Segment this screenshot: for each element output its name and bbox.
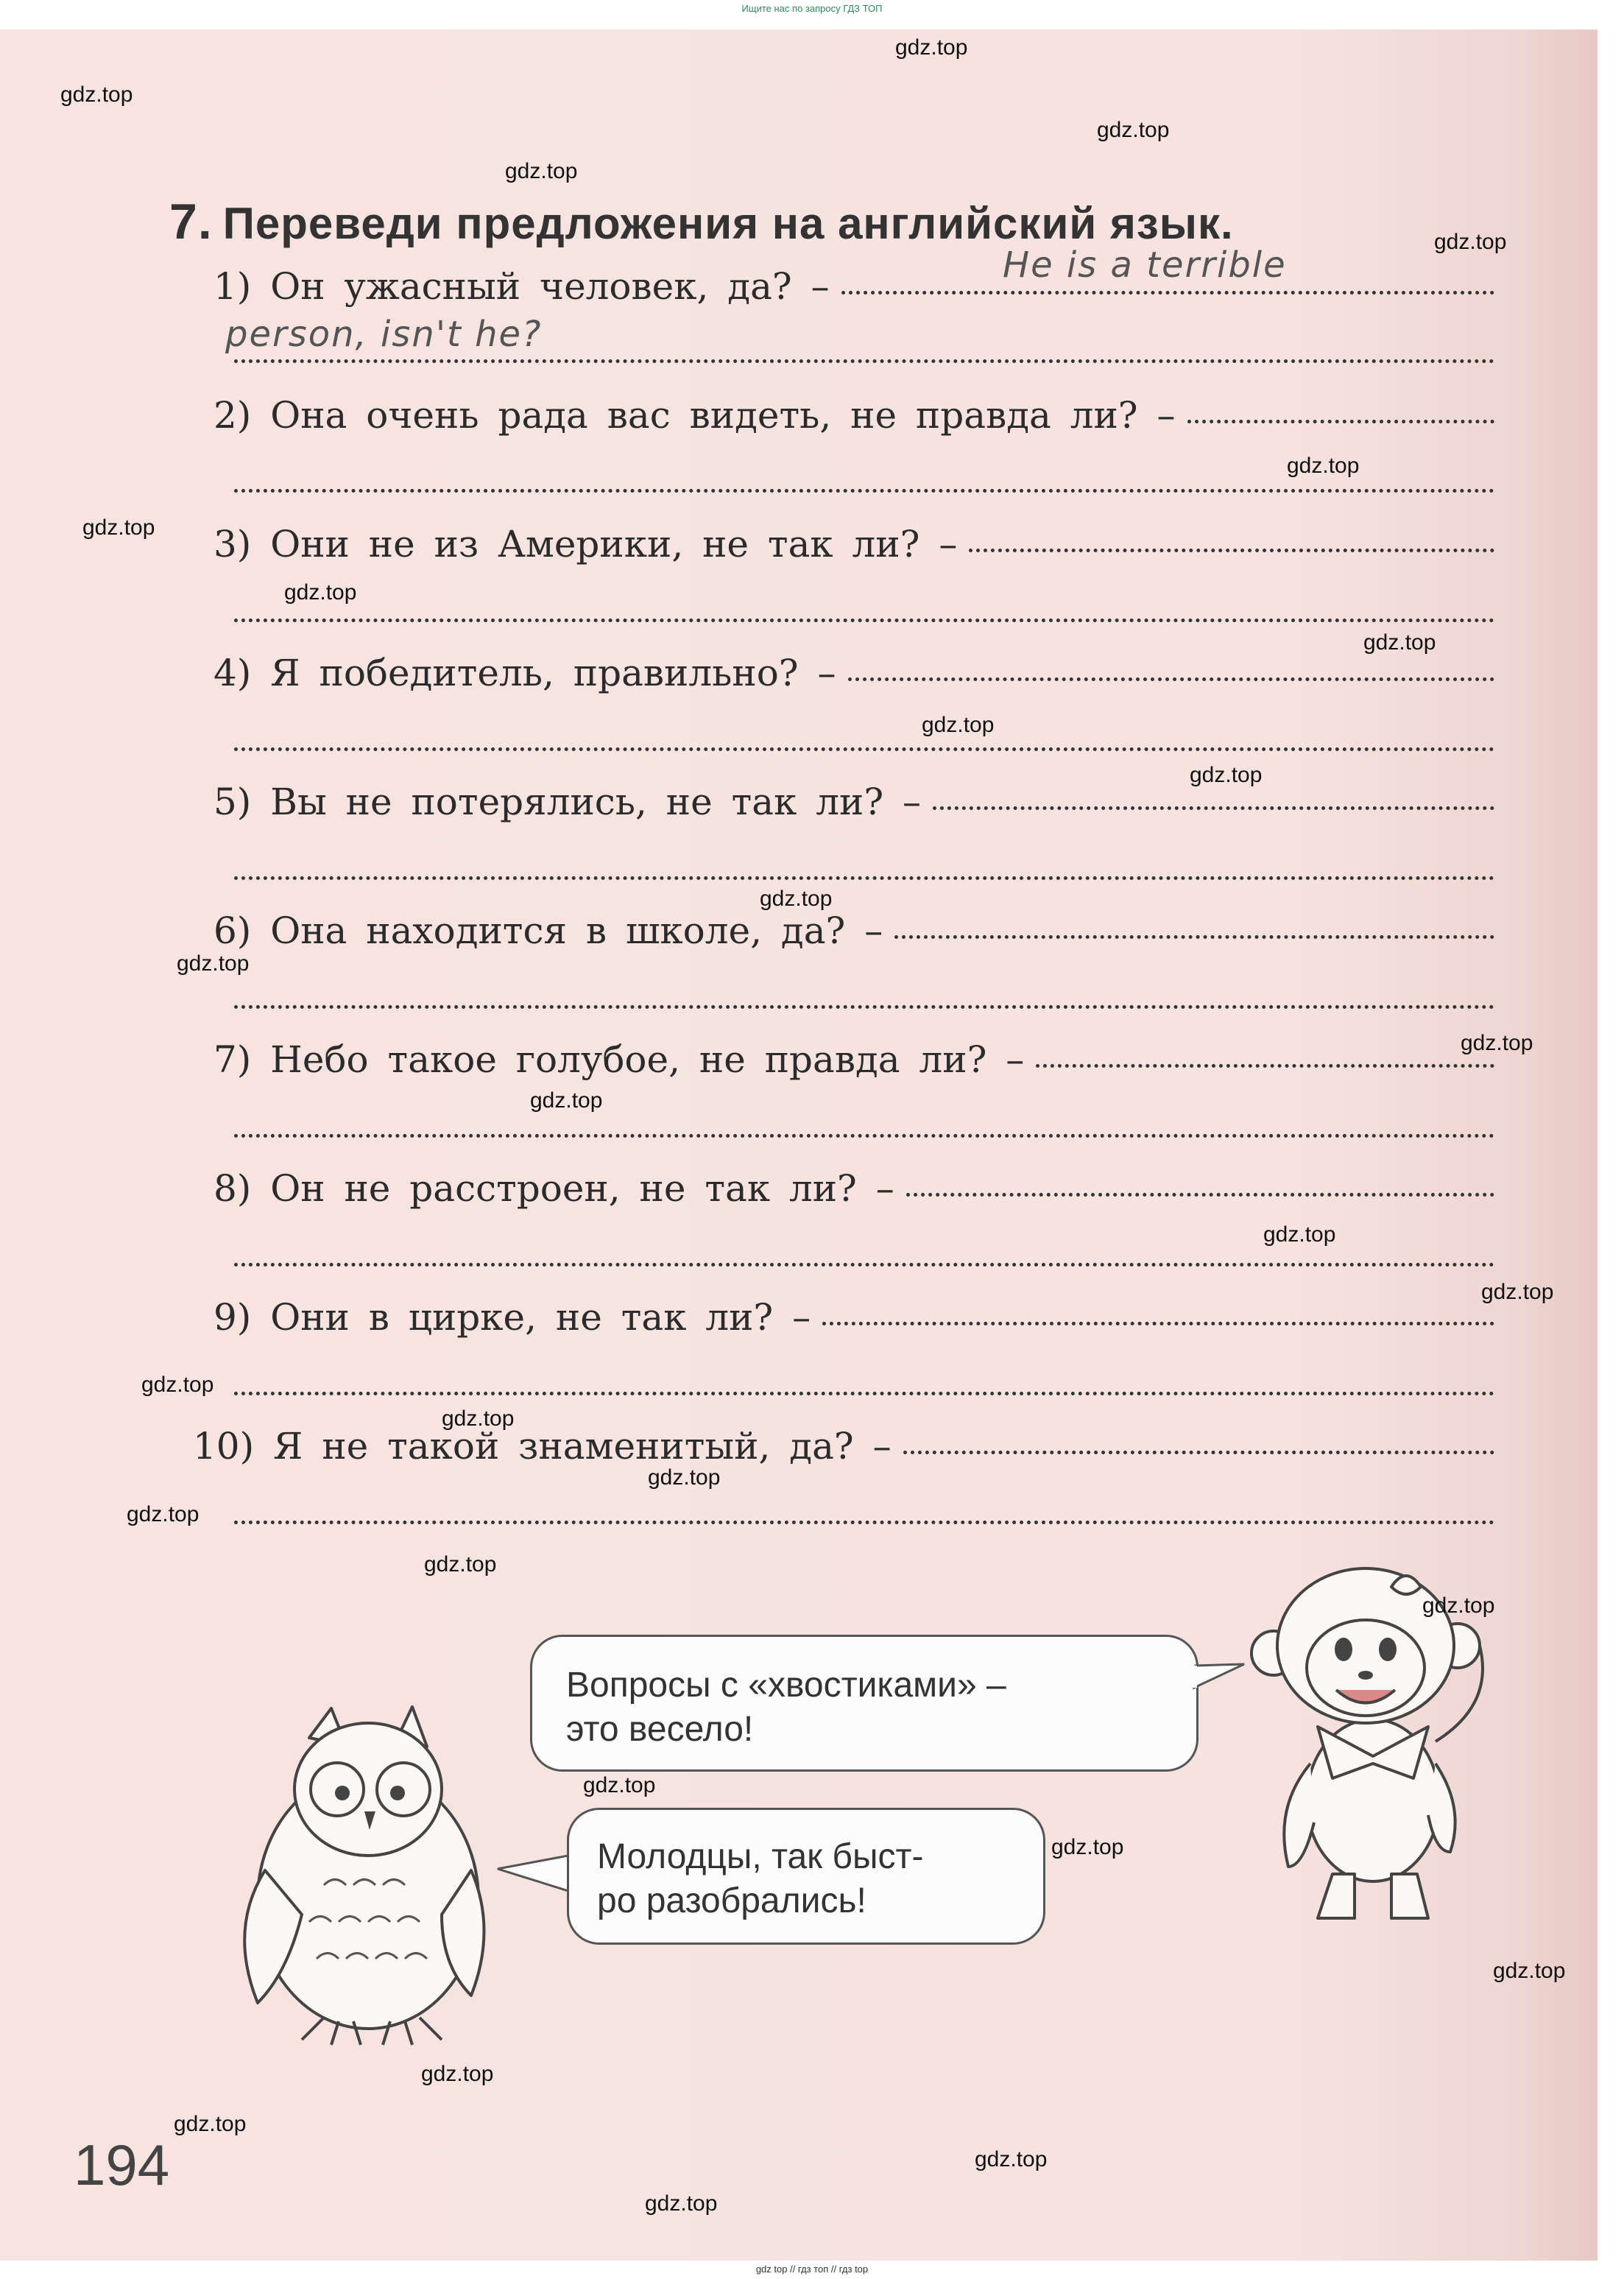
item-label: 7) [213, 1038, 252, 1081]
answer-line [822, 1322, 1494, 1325]
item-text: Она находится в школе, да? – [270, 909, 883, 952]
watermark: gdz.top [583, 1773, 656, 1797]
exercise-item-5 [213, 781, 1494, 823]
watermark: gdz.top [424, 1552, 497, 1577]
handwritten-answer-part1: He is a terrible [1003, 244, 1287, 286]
top-banner: Ищите нас по запросу ГДЗ ТОП [741, 3, 883, 14]
watermark: gdz.top [645, 2191, 718, 2216]
item-text: Она очень рада вас видеть, не правда ли? – [270, 394, 1176, 437]
answer-line [848, 677, 1495, 681]
answer-line [841, 291, 1494, 295]
watermark: gdz.top [760, 887, 833, 911]
exercise-item-7 [213, 1038, 1494, 1081]
item-text: Он не расстроен, не так ли? – [270, 1167, 894, 1210]
watermark: gdz.top [1493, 1959, 1566, 1983]
monkey-speech-bubble: Вопросы с «хвостиками» – это весело! [530, 1635, 1198, 1772]
watermark: gdz.top [177, 951, 250, 976]
answer-line [234, 1263, 1494, 1267]
exercise-item-8 [213, 1167, 1494, 1210]
answer-line [234, 619, 1494, 622]
exercise-heading [169, 193, 1234, 250]
exercise-item-9 [213, 1296, 1494, 1339]
item-label: 9) [213, 1296, 252, 1339]
item-label: 10) [193, 1425, 255, 1468]
watermark: gdz.top [1097, 118, 1170, 142]
answer-line [903, 1451, 1494, 1454]
item-text: Я не такой знаменитый, да? – [273, 1425, 892, 1468]
item-label: 5) [213, 781, 252, 823]
answer-line [894, 935, 1494, 939]
watermark: gdz.top [1051, 1835, 1124, 1859]
item-label: 8) [213, 1167, 252, 1210]
answer-line [234, 1005, 1494, 1009]
watermark: gdz.top [442, 1406, 515, 1431]
item-label: 6) [213, 909, 252, 952]
watermark: gdz.top [505, 159, 578, 183]
watermark: gdz.top [1481, 1280, 1554, 1304]
owl-speech-bubble: Молодцы, так быст- ро разобрались! [567, 1808, 1045, 1945]
exercise-item-4 [213, 652, 1494, 694]
watermark: gdz.top [82, 515, 155, 540]
item-label: 4) [213, 652, 252, 694]
answer-line [234, 876, 1494, 880]
exercise-title: Переведи предложения на английский язык. [222, 199, 1234, 248]
answer-line [1187, 420, 1494, 423]
answer-line [933, 806, 1494, 810]
answer-line [234, 1392, 1494, 1395]
watermark: gdz.top [60, 82, 133, 107]
item-label: 1) [213, 265, 252, 308]
bubble-tails [0, 0, 1, 1]
watermark: gdz.top [895, 35, 968, 60]
answer-line [1036, 1064, 1494, 1068]
answer-line [234, 489, 1494, 493]
item-text: Они не из Америки, не так ли? – [270, 523, 958, 566]
watermark: gdz.top [1363, 630, 1436, 655]
item-text: Вы не потерялись, не так ли? – [270, 781, 922, 823]
answer-line [906, 1193, 1494, 1197]
item-label: 2) [213, 394, 252, 437]
item-text: Они в цирке, не так ли? – [270, 1296, 811, 1339]
watermark: gdz.top [922, 713, 995, 737]
watermark: gdz.top [1190, 763, 1263, 787]
answer-line [234, 359, 1494, 363]
watermark: gdz.top [284, 580, 357, 605]
watermark: gdz.top [975, 2147, 1048, 2171]
exercise-item-1 [213, 265, 1494, 308]
owl-illustration [221, 1694, 501, 2047]
exercise-item-6 [213, 909, 1494, 952]
watermark: gdz.top [127, 1502, 200, 1526]
answer-line [969, 549, 1494, 552]
watermark: gdz.top [141, 1373, 214, 1397]
item-text: Небо такое голубое, не правда ли? – [270, 1038, 1025, 1081]
exercise-item-2 [213, 394, 1494, 437]
watermark: gdz.top [1434, 230, 1507, 254]
handwritten-answer-part2: person, isn't he? [225, 314, 543, 355]
watermark: gdz.top [1422, 1593, 1495, 1618]
watermark: gdz.top [530, 1088, 603, 1113]
item-text: Я победитель, правильно? – [270, 652, 836, 694]
item-text: Он ужасный человек, да? – [270, 265, 830, 308]
watermark: gdz.top [648, 1465, 721, 1490]
bottom-banner: gdz top // гдз топ // гдз top [755, 2264, 869, 2275]
watermark: gdz.top [1287, 454, 1360, 478]
exercise-item-10 [193, 1425, 1494, 1468]
answer-line [234, 747, 1494, 751]
exercise-item-3 [213, 523, 1494, 566]
watermark: gdz.top [1461, 1031, 1533, 1055]
watermark: gdz.top [174, 2112, 247, 2136]
item-label: 3) [213, 523, 252, 566]
page-number: 194 [74, 2132, 170, 2197]
watermark: gdz.top [1263, 1222, 1336, 1247]
answer-line [234, 1134, 1494, 1138]
exercise-number: 7. [169, 194, 213, 250]
answer-line [234, 1521, 1494, 1524]
watermark: gdz.top [421, 2062, 494, 2086]
